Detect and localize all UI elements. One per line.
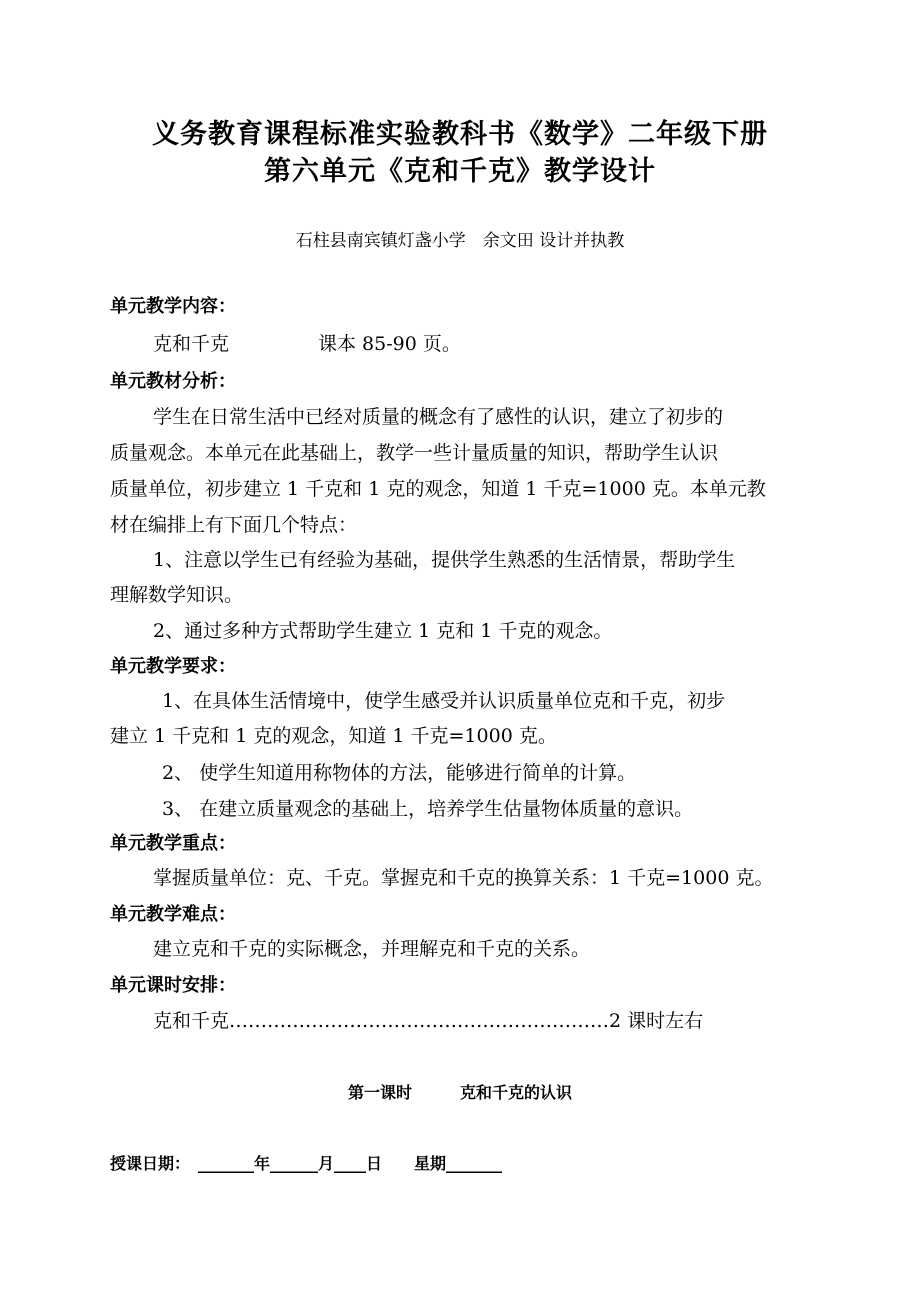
paragraph-line: 1、注意以学生已有经验为基础，提供学生熟悉的生活情景，帮助学生 <box>153 549 736 571</box>
paragraph-line: 2、通过多种方式帮助学生建立 1 克和 1 千克的观念。 <box>153 620 613 642</box>
section-heading: 单元教学难点： <box>110 904 236 925</box>
paragraph-line: 建立 1 千克和 1 克的观念，知道 1 千克=1000 克。 <box>110 725 557 747</box>
section-heading: 单元教学内容： <box>110 296 236 317</box>
paragraph-line: 3、 在建立质量观念的基础上，培养学生估量物体质量的意识。 <box>162 798 694 820</box>
paragraph-line: 掌握质量单位：克、千克。掌握克和千克的换算关系：1 千克=1000 克。 <box>153 867 774 889</box>
paragraph-line: 建立克和千克的实际概念，并理解克和千克的关系。 <box>153 938 591 960</box>
content-pages: 课本 85-90 页。 <box>318 333 461 355</box>
lesson-title: 第一课时 克和千克的认识 <box>347 1083 572 1102</box>
paragraph-line: 克和千克……………………………………………………2 课时左右 <box>153 1010 704 1032</box>
section-heading: 单元教学要求： <box>110 656 236 677</box>
paragraph-line: 质量观念。本单元在此基础上，教学一些计量质量的知识，帮助学生认识 <box>110 442 719 464</box>
lesson-date-line: 授课日期： _______年______月____日 星期_______ <box>110 1154 503 1173</box>
paragraph-line: 1、在具体生活情境中，使学生感受并认识质量单位克和千克，初步 <box>162 690 726 712</box>
document-title-line2: 第六单元《克和千克》教学设计 <box>264 156 656 187</box>
paragraph-line: 理解数学知识。 <box>110 584 244 606</box>
paragraph-line: 材在编排上有下面几个特点： <box>110 514 358 536</box>
document-title-line1: 义务教育课程标准实验教科书《数学》二年级下册 <box>152 119 768 150</box>
content-item: 克和千克 <box>153 333 230 355</box>
section-heading: 单元教材分析： <box>110 371 236 392</box>
paragraph-line: 学生在日常生活中已经对质量的概念有了感性的认识，建立了初步的 <box>153 406 724 428</box>
section-heading: 单元教学重点： <box>110 833 236 854</box>
section-heading: 单元课时安排： <box>110 975 236 996</box>
author-line: 石柱县南宾镇灯盏小学 余文田 设计并执教 <box>295 231 625 251</box>
paragraph-line: 质量单位，初步建立 1 千克和 1 克的观念，知道 1 千克=1000 克。本单元教 <box>110 478 766 500</box>
paragraph-line: 2、 使学生知道用称物体的方法，能够进行简单的计算。 <box>162 762 637 784</box>
